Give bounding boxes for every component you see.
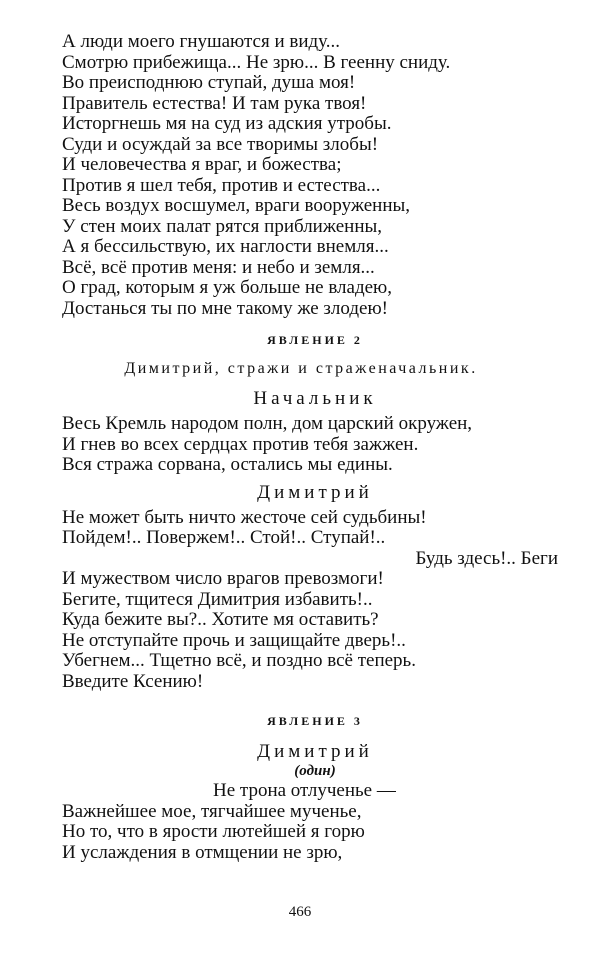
verse-line: Пойдем!.. Повержем!.. Стой!.. Ступай!.. (62, 527, 386, 548)
verse-line: И мужеством число врагов превозмоги! (62, 568, 384, 589)
verse-line: Достанься ты по мне такому же злодею! (62, 297, 388, 319)
verse-line: А я бессильствую, их наглости внемля... (62, 236, 389, 257)
verse-line: Правитель естества! И там рука твоя! (62, 92, 367, 114)
verse-line: Весь воздух восшумел, враги вооруженны, (62, 195, 411, 216)
speaker-name: Начальник (253, 388, 377, 409)
verse-line: Суди и осуждай за все творимы злобы! (62, 133, 379, 155)
verse-line: Весь Кремль народом полн, дом царский окружен, (62, 413, 473, 434)
verse-line: Исторгнешь мя на суд из адския утробы. (62, 113, 392, 134)
verse-line: Против я шел тебя, против и естества... (62, 174, 381, 196)
verse-line: Не отступайте прочь и защищайте дверь!.. (62, 629, 406, 651)
scene-3-heading: ЯВЛЕНИЕ 3 (267, 714, 363, 728)
verse-line: Бегите, тщитеся Димитрия избавить!.. (62, 588, 373, 610)
speech-block (62, 414, 548, 476)
verse-line: Вся стража сорвана, остались мы едины. (62, 454, 393, 475)
speech-block (62, 781, 548, 863)
verse-line: Во преисподнюю ступай, душа моя! (62, 72, 356, 93)
stage-direction: Димитрий, стражи и страженачальник. (124, 360, 478, 377)
speaker-name: Димитрий (257, 481, 373, 503)
verse-line: Смотрю прибежища... Не зрю... В геенну сниду. (62, 51, 451, 73)
monologue-section (62, 32, 548, 319)
page-number: 466 (288, 904, 312, 920)
verse-line: И гнев во всех сердцах против тебя зажжен. (62, 433, 419, 455)
stage-aside: (один) (294, 763, 336, 779)
speech-block (62, 506, 558, 693)
verse-line: Введите Ксению! (62, 670, 204, 692)
speaker-name: Димитрий (257, 741, 373, 762)
page-text (62, 31, 558, 869)
verse-line: О град, которым я уж больше не владею, (62, 277, 392, 298)
verse-line-continuation: Не трона отлученье — (213, 780, 396, 801)
verse-line: И услаждения в отмщении не зрю, (62, 841, 343, 863)
verse-line: Не может быть ничто жесточе сей судьбины! (62, 506, 427, 528)
verse-line: Убегнем... Тщетно всё, и поздно всё теперь. (62, 650, 416, 671)
verse-line: И человечества я враг, и божества; (62, 154, 342, 175)
verse-line: А люди моего гнушаются и виду... (62, 31, 341, 52)
verse-line: У стен моих палат рятся приближенны, (62, 215, 383, 237)
verse-line: Всё, всё против меня: и небо и земля... (62, 256, 375, 278)
scene-2-heading: ЯВЛЕНИЕ 2 (267, 333, 363, 347)
verse-line: Но то, что в ярости лютейшей я горю (62, 821, 365, 842)
verse-line: Куда бежите вы?.. Хотите мя оставить? (62, 609, 379, 630)
verse-line: Важнейшее мое, тягчайшее мученье, (62, 800, 362, 822)
verse-line-continuation: Будь здесь!.. Беги (415, 547, 558, 569)
